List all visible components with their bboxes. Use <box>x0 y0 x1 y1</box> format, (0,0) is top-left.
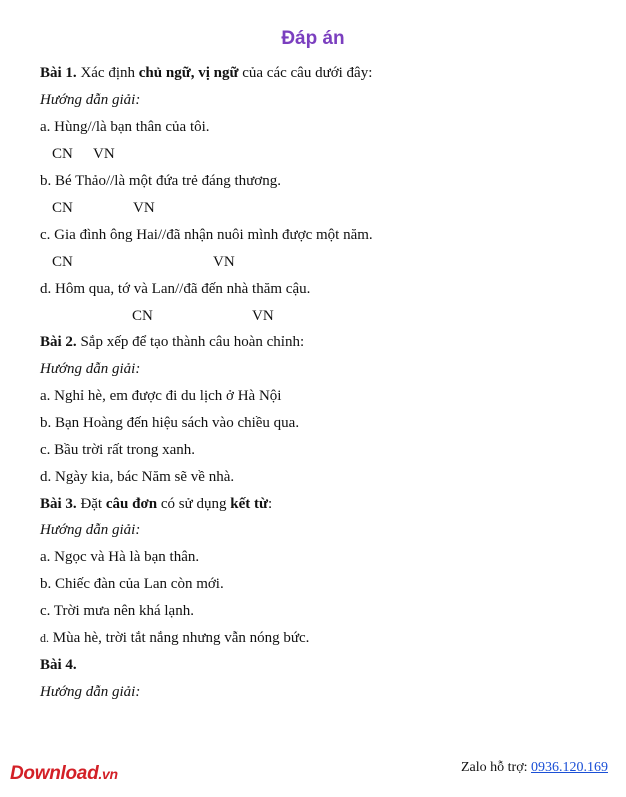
exercise-1-item-d: d. Hôm qua, tớ và Lan//đã đến nhà thăm cậu. <box>40 281 311 297</box>
exercise-1-label: Bài 1. <box>40 65 77 81</box>
support-contact <box>461 760 608 776</box>
exercise-1-prompt-a: Xác định <box>76 65 139 81</box>
exercise-3-item-b: b. Chiếc đàn của Lan còn mới. <box>40 576 224 592</box>
exercise-3-prompt-c: có sử dụng <box>157 496 231 512</box>
exercise-2-prompt: Sắp xếp để tạo thành câu hoàn chỉnh: <box>76 334 305 350</box>
exercise-3-prompt-a: Đặt <box>76 496 106 512</box>
exercise-3-prompt-bold-1: câu đơn <box>105 496 158 512</box>
predicate-tag-d: VN <box>252 308 274 324</box>
exercise-3-item-a: a. Ngọc và Hà là bạn thân. <box>40 549 200 565</box>
predicate-tag-b: VN <box>133 200 155 216</box>
subject-tag-d: CN <box>132 308 153 324</box>
exercise-3-prompt-bold-2: kết từ <box>230 496 268 512</box>
exercise-2-item-d: d. Ngày kia, bác Năm sẽ về nhà. <box>40 469 235 485</box>
subject-tag-b: CN <box>52 200 73 216</box>
exercise-4-label: Bài 4. <box>40 657 77 673</box>
exercise-3-item-d <box>40 629 309 647</box>
exercise-3-item-d-letter: d. <box>40 631 49 645</box>
exercise-1-heading <box>40 64 372 82</box>
logo-text: Download <box>10 763 99 784</box>
subject-tag-a: CN <box>52 146 73 162</box>
exercise-4-guide: Hướng dẫn giải: <box>40 684 141 700</box>
exercise-4-heading <box>40 656 77 674</box>
exercise-2-heading <box>40 333 304 351</box>
exercise-3-heading <box>40 495 272 513</box>
download-logo <box>10 763 118 785</box>
exercise-2-item-c: c. Bầu trời rất trong xanh. <box>40 442 195 458</box>
predicate-tag-a: VN <box>93 146 115 162</box>
support-label: Zalo hỗ trợ: <box>461 760 531 775</box>
exercise-1-prompt-bold: chủ ngữ, vị ngữ <box>138 65 239 81</box>
subject-tag-c: CN <box>52 254 73 270</box>
logo-suffix: .vn <box>98 766 118 782</box>
exercise-3-guide: Hướng dẫn giải: <box>40 522 141 538</box>
exercise-1-item-a: a. Hùng//là bạn thân của tôi. <box>40 119 210 135</box>
exercise-2-item-b: b. Bạn Hoàng đến hiệu sách vào chiều qua. <box>40 415 300 431</box>
exercise-1-guide: Hướng dẫn giải: <box>40 92 141 108</box>
exercise-3-item-d-text: Mùa hè, trời tắt nắng nhưng vẫn nóng bức. <box>49 630 310 646</box>
exercise-1-item-b: b. Bé Thảo//là một đứa trẻ đáng thương. <box>40 173 281 189</box>
exercise-3-item-c: c. Trời mưa nên khá lạnh. <box>40 603 194 619</box>
exercise-2-guide: Hướng dẫn giải: <box>40 361 141 377</box>
exercise-1-item-c: c. Gia đình ông Hai//đã nhận nuôi mình được một năm. <box>40 227 373 243</box>
exercise-2-label: Bài 2. <box>40 334 77 350</box>
page-title: Đáp án <box>281 28 345 49</box>
exercise-3-label: Bài 3. <box>40 496 77 512</box>
exercise-3-prompt-e: : <box>267 496 273 512</box>
exercise-1-prompt-c: của các câu dưới đây: <box>238 65 373 81</box>
predicate-tag-c: VN <box>213 254 235 270</box>
support-phone-link[interactable]: 0936.120.169 <box>531 760 608 775</box>
exercise-2-item-a: a. Nghỉ hè, em được đi du lịch ở Hà Nội <box>40 388 282 404</box>
